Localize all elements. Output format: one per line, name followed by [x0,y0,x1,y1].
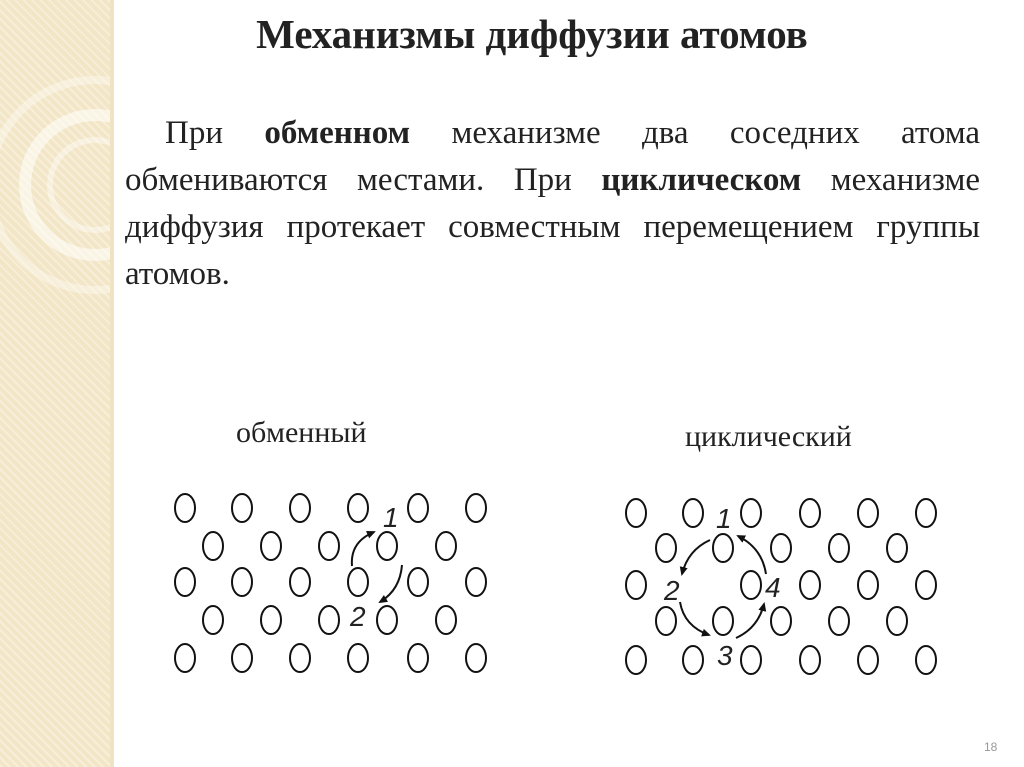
cyclic-arrow-4-1 [738,536,766,574]
exchange-atom [348,644,368,672]
cyclic-atom [741,571,761,599]
exchange-atom [436,606,456,634]
cyclic-atom [713,607,733,635]
exchange-number-1: 1 [383,502,399,533]
exchange-atom [290,494,310,522]
exchange-number-2: 2 [350,601,366,632]
cyclic-atom [858,646,878,674]
exchange-atom [348,568,368,596]
exchange-atom [377,532,397,560]
exchange-atom [175,494,195,522]
exchange-atom [466,494,486,522]
para-text-3: механизме диффузия протекает совместным перемещением группы атомов. [125,162,980,292]
cyclic-atom [656,607,676,635]
para-bold-cyclic: циклическом [601,162,802,198]
cyclic-number-4: 4 [765,572,781,603]
exchange-atom [408,568,428,596]
cyclic-atom [829,607,849,635]
cyclic-atom [683,499,703,527]
cyclic-atom [656,534,676,562]
exchange-atom [232,568,252,596]
exchange-atom [290,644,310,672]
exchange-arrow-down [380,565,402,602]
exchange-lattice [175,494,486,672]
para-text-1: При [165,115,265,151]
exchange-atom [319,532,339,560]
cyclic-atom [800,499,820,527]
label-cyclic: циклический [685,420,852,453]
para-text-2: механизме два соседних атома обмениваются местами. При [125,115,980,198]
label-exchange: обменный [236,416,367,449]
cyclic-atom [800,646,820,674]
exchange-atom [319,606,339,634]
exchange-atom [436,532,456,560]
exchange-atom [175,644,195,672]
cyclic-atom [858,499,878,527]
cyclic-number-2: 2 [664,575,680,606]
cyclic-atom [916,571,936,599]
exchange-atom [261,606,281,634]
cyclic-atom [829,534,849,562]
cyclic-number-3: 3 [717,640,733,671]
cyclic-arrow-3-4 [736,604,764,638]
cyclic-atom [626,571,646,599]
cyclic-atom [800,571,820,599]
cyclic-atom [626,646,646,674]
cyclic-atom [683,646,703,674]
cyclic-atom [771,607,791,635]
exchange-atom [408,494,428,522]
exchange-atom [203,606,223,634]
exchange-atom [466,644,486,672]
cyclic-atom [858,571,878,599]
cyclic-arrow-2-3 [680,602,709,635]
exchange-atom [290,568,310,596]
exchange-arrow-up [352,532,374,566]
slide-title: Механизмы диффузии атомов [256,11,808,57]
cyclic-atom [626,499,646,527]
cyclic-number-1: 1 [716,503,732,534]
exchange-atom [175,568,195,596]
cyclic-atom [916,499,936,527]
exchange-atom [261,532,281,560]
para-bold-exchange: обменном [264,115,411,151]
exchange-atom [348,494,368,522]
exchange-atom [232,494,252,522]
exchange-atom [408,644,428,672]
cyclic-atom [887,534,907,562]
cyclic-atom [887,607,907,635]
exchange-atom [203,532,223,560]
exchange-atom [232,644,252,672]
exchange-atom [466,568,486,596]
exchange-atom [377,606,397,634]
cyclic-atom [741,646,761,674]
cyclic-atom [713,534,733,562]
cyclic-atom [916,646,936,674]
cyclic-atom [771,534,791,562]
slide-number: 18 [984,740,998,754]
cyclic-arrow-1-2 [682,540,710,574]
cyclic-atom [741,499,761,527]
